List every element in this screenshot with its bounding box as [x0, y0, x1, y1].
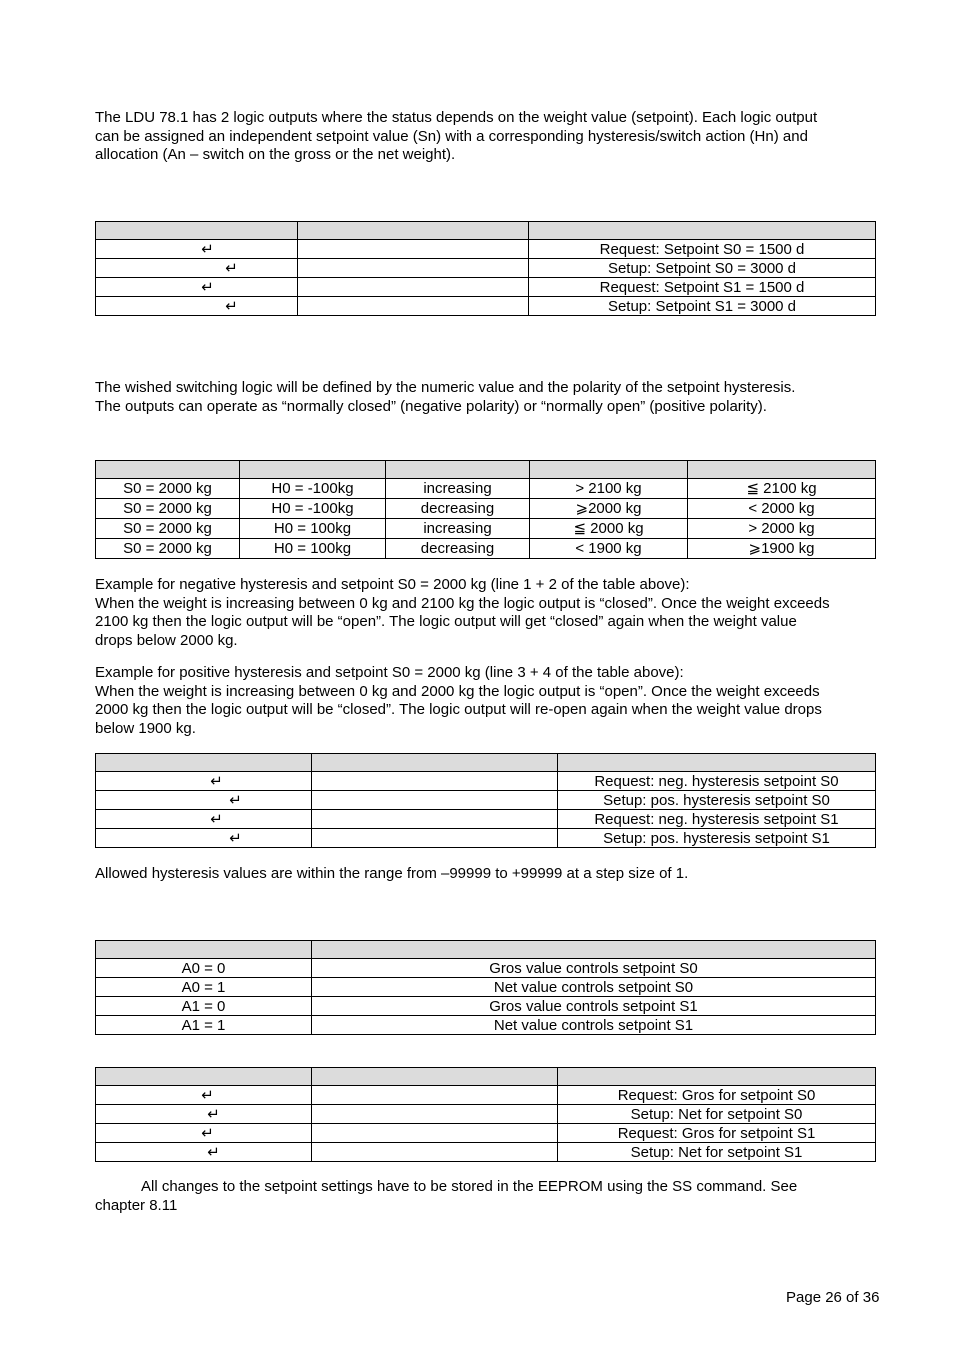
- table-cell: ⩾1900 kg: [688, 539, 876, 559]
- table-header-row: [96, 1068, 876, 1086]
- table-row: [96, 278, 876, 297]
- table-cell: Net value controls setpoint S0: [312, 978, 876, 997]
- table-cell: A0 = 0: [96, 959, 312, 978]
- table-cell: H0 = -100kg: [240, 479, 386, 499]
- table-cell: A1 = 0: [96, 997, 312, 1016]
- table-row: [96, 1143, 876, 1162]
- eeprom-note-line: All changes to the setpoint settings have to be stored in the EEPROM using the SS command. See: [141, 1178, 798, 1195]
- setpoint-command-table: [95, 221, 876, 316]
- enter-key-icon: ↵: [207, 1143, 220, 1161]
- table-cell: Request: neg. hysteresis setpoint S0: [558, 772, 876, 791]
- enter-key-icon: ↵: [201, 1124, 214, 1142]
- enter-key-icon: ↵: [225, 259, 238, 277]
- table-cell: increasing: [386, 479, 530, 499]
- table-cell: A0 = 1: [96, 978, 312, 997]
- table-row: [96, 297, 876, 316]
- table-header-row: [96, 754, 876, 772]
- table-cell: S0 = 2000 kg: [96, 519, 240, 539]
- example-positive-paragraph: [95, 664, 895, 738]
- table-row: [96, 997, 876, 1016]
- enter-key-icon: ↵: [225, 297, 238, 315]
- table-row: [96, 1086, 876, 1105]
- table-row: [96, 829, 876, 848]
- table-header-row: [96, 461, 876, 479]
- table-row: [96, 810, 876, 829]
- table-cell: > 2000 kg: [688, 519, 876, 539]
- table-cell: Request: Gros for setpoint S0: [558, 1086, 876, 1105]
- table-row: [96, 772, 876, 791]
- table-cell: S0 = 2000 kg: [96, 499, 240, 519]
- hysteresis-intro-line: The wished switching logic will be defined by the numeric value and the polarity of the setpoint hysteresis.: [95, 379, 796, 396]
- example-line: 2100 kg then the logic output will be “open”. The logic output will get “closed” again when the weight value: [95, 613, 797, 630]
- table-row: [96, 1105, 876, 1124]
- table-cell: Setup: Net for setpoint S1: [558, 1143, 876, 1162]
- table-cell: Net value controls setpoint S1: [312, 1016, 876, 1035]
- intro-line: The LDU 78.1 has 2 logic outputs where the status depends on the weight value (setpoint). Each logic output: [95, 109, 818, 126]
- table-cell: decreasing: [386, 539, 530, 559]
- hysteresis-command-table: [95, 753, 876, 848]
- example-negative-paragraph: [95, 576, 895, 650]
- table-cell: ≦ 2100 kg: [688, 479, 876, 499]
- example-line: When the weight is increasing between 0 kg and 2000 kg the logic output is “open”. Once the weight exceeds: [95, 682, 820, 700]
- table-row: [96, 259, 876, 278]
- table-cell: Setup: Setpoint S0 = 3000 d: [529, 259, 876, 278]
- table-cell: Request: neg. hysteresis setpoint S1: [558, 810, 876, 829]
- enter-key-icon: ↵: [207, 1105, 220, 1123]
- enter-key-icon: ↵: [210, 810, 223, 828]
- table-cell: Request: Setpoint S1 = 1500 d: [529, 278, 876, 297]
- table-row: [96, 978, 876, 997]
- table-cell: S0 = 2000 kg: [96, 539, 240, 559]
- table-cell: Request: Setpoint S0 = 1500 d: [529, 240, 876, 259]
- switching-logic-table: [95, 460, 876, 559]
- table-row: [96, 539, 876, 559]
- table-cell: H0 = -100kg: [240, 499, 386, 519]
- table-row: [96, 1124, 876, 1143]
- table-cell: Request: Gros for setpoint S1: [558, 1124, 876, 1143]
- table-row: [96, 499, 876, 519]
- table-header-row: [96, 222, 876, 240]
- example-line: Example for positive hysteresis and setpoint S0 = 2000 kg (line 3 + 4 of the table above):: [95, 664, 684, 681]
- table-cell: decreasing: [386, 499, 530, 519]
- example-line: 2000 kg then the logic output will be “closed”. The logic output will re-open again when the weight value drops: [95, 701, 822, 718]
- intro-line: can be assigned an independent setpoint value (Sn) with a corresponding hysteresis/switch action (Hn) and: [95, 127, 808, 145]
- table-cell: < 2000 kg: [688, 499, 876, 519]
- enter-key-icon: ↵: [210, 772, 223, 790]
- example-line: below 1900 kg.: [95, 719, 196, 737]
- enter-key-icon: ↵: [201, 1086, 214, 1104]
- hysteresis-intro-paragraph: [95, 379, 895, 416]
- table-cell: ⩾2000 kg: [530, 499, 688, 519]
- table-row: [96, 791, 876, 810]
- table-cell: Gros value controls setpoint S0: [312, 959, 876, 978]
- table-cell: Setup: Setpoint S1 = 3000 d: [529, 297, 876, 316]
- page-number: Page 26 of 36: [786, 1289, 880, 1306]
- eeprom-note: [95, 1178, 895, 1215]
- enter-key-icon: ↵: [229, 791, 242, 809]
- table-cell: A1 = 1: [96, 1016, 312, 1035]
- table-row: [96, 959, 876, 978]
- example-line: Example for negative hysteresis and setpoint S0 = 2000 kg (line 1 + 2 of the table above):: [95, 576, 690, 593]
- enter-key-icon: ↵: [229, 829, 242, 847]
- table-row: [96, 240, 876, 259]
- hysteresis-range-note: Allowed hysteresis values are within the range from –99999 to +99999 at a step size of 1.: [95, 865, 689, 882]
- table-cell: increasing: [386, 519, 530, 539]
- table-cell: H0 = 100kg: [240, 519, 386, 539]
- intro-line: allocation (An – switch on the gross or the net weight).: [95, 146, 456, 163]
- table-cell: > 2100 kg: [530, 479, 688, 499]
- allocation-table: [95, 940, 876, 1035]
- enter-key-icon: ↵: [201, 278, 214, 296]
- allocation-command-table: [95, 1067, 876, 1162]
- intro-paragraph: [95, 109, 895, 165]
- table-cell: Gros value controls setpoint S1: [312, 997, 876, 1016]
- table-cell: ≦ 2000 kg: [530, 519, 688, 539]
- table-cell: Setup: pos. hysteresis setpoint S0: [558, 791, 876, 810]
- table-cell: < 1900 kg: [530, 539, 688, 559]
- table-row: [96, 519, 876, 539]
- enter-key-icon: ↵: [201, 240, 214, 258]
- example-line: When the weight is increasing between 0 kg and 2100 kg the logic output is “closed”. Once the weight exceeds: [95, 594, 830, 612]
- table-cell: H0 = 100kg: [240, 539, 386, 559]
- example-line: drops below 2000 kg.: [95, 631, 238, 649]
- table-row: [96, 1016, 876, 1035]
- table-cell: S0 = 2000 kg: [96, 479, 240, 499]
- table-header-row: [96, 941, 876, 959]
- table-row: [96, 479, 876, 499]
- eeprom-note-line: chapter 8.11: [95, 1196, 178, 1214]
- hysteresis-intro-line: The outputs can operate as “normally closed” (negative polarity) or “normally open” (positive polarity).: [95, 397, 767, 415]
- table-cell: Setup: pos. hysteresis setpoint S1: [558, 829, 876, 848]
- table-cell: Setup: Net for setpoint S0: [558, 1105, 876, 1124]
